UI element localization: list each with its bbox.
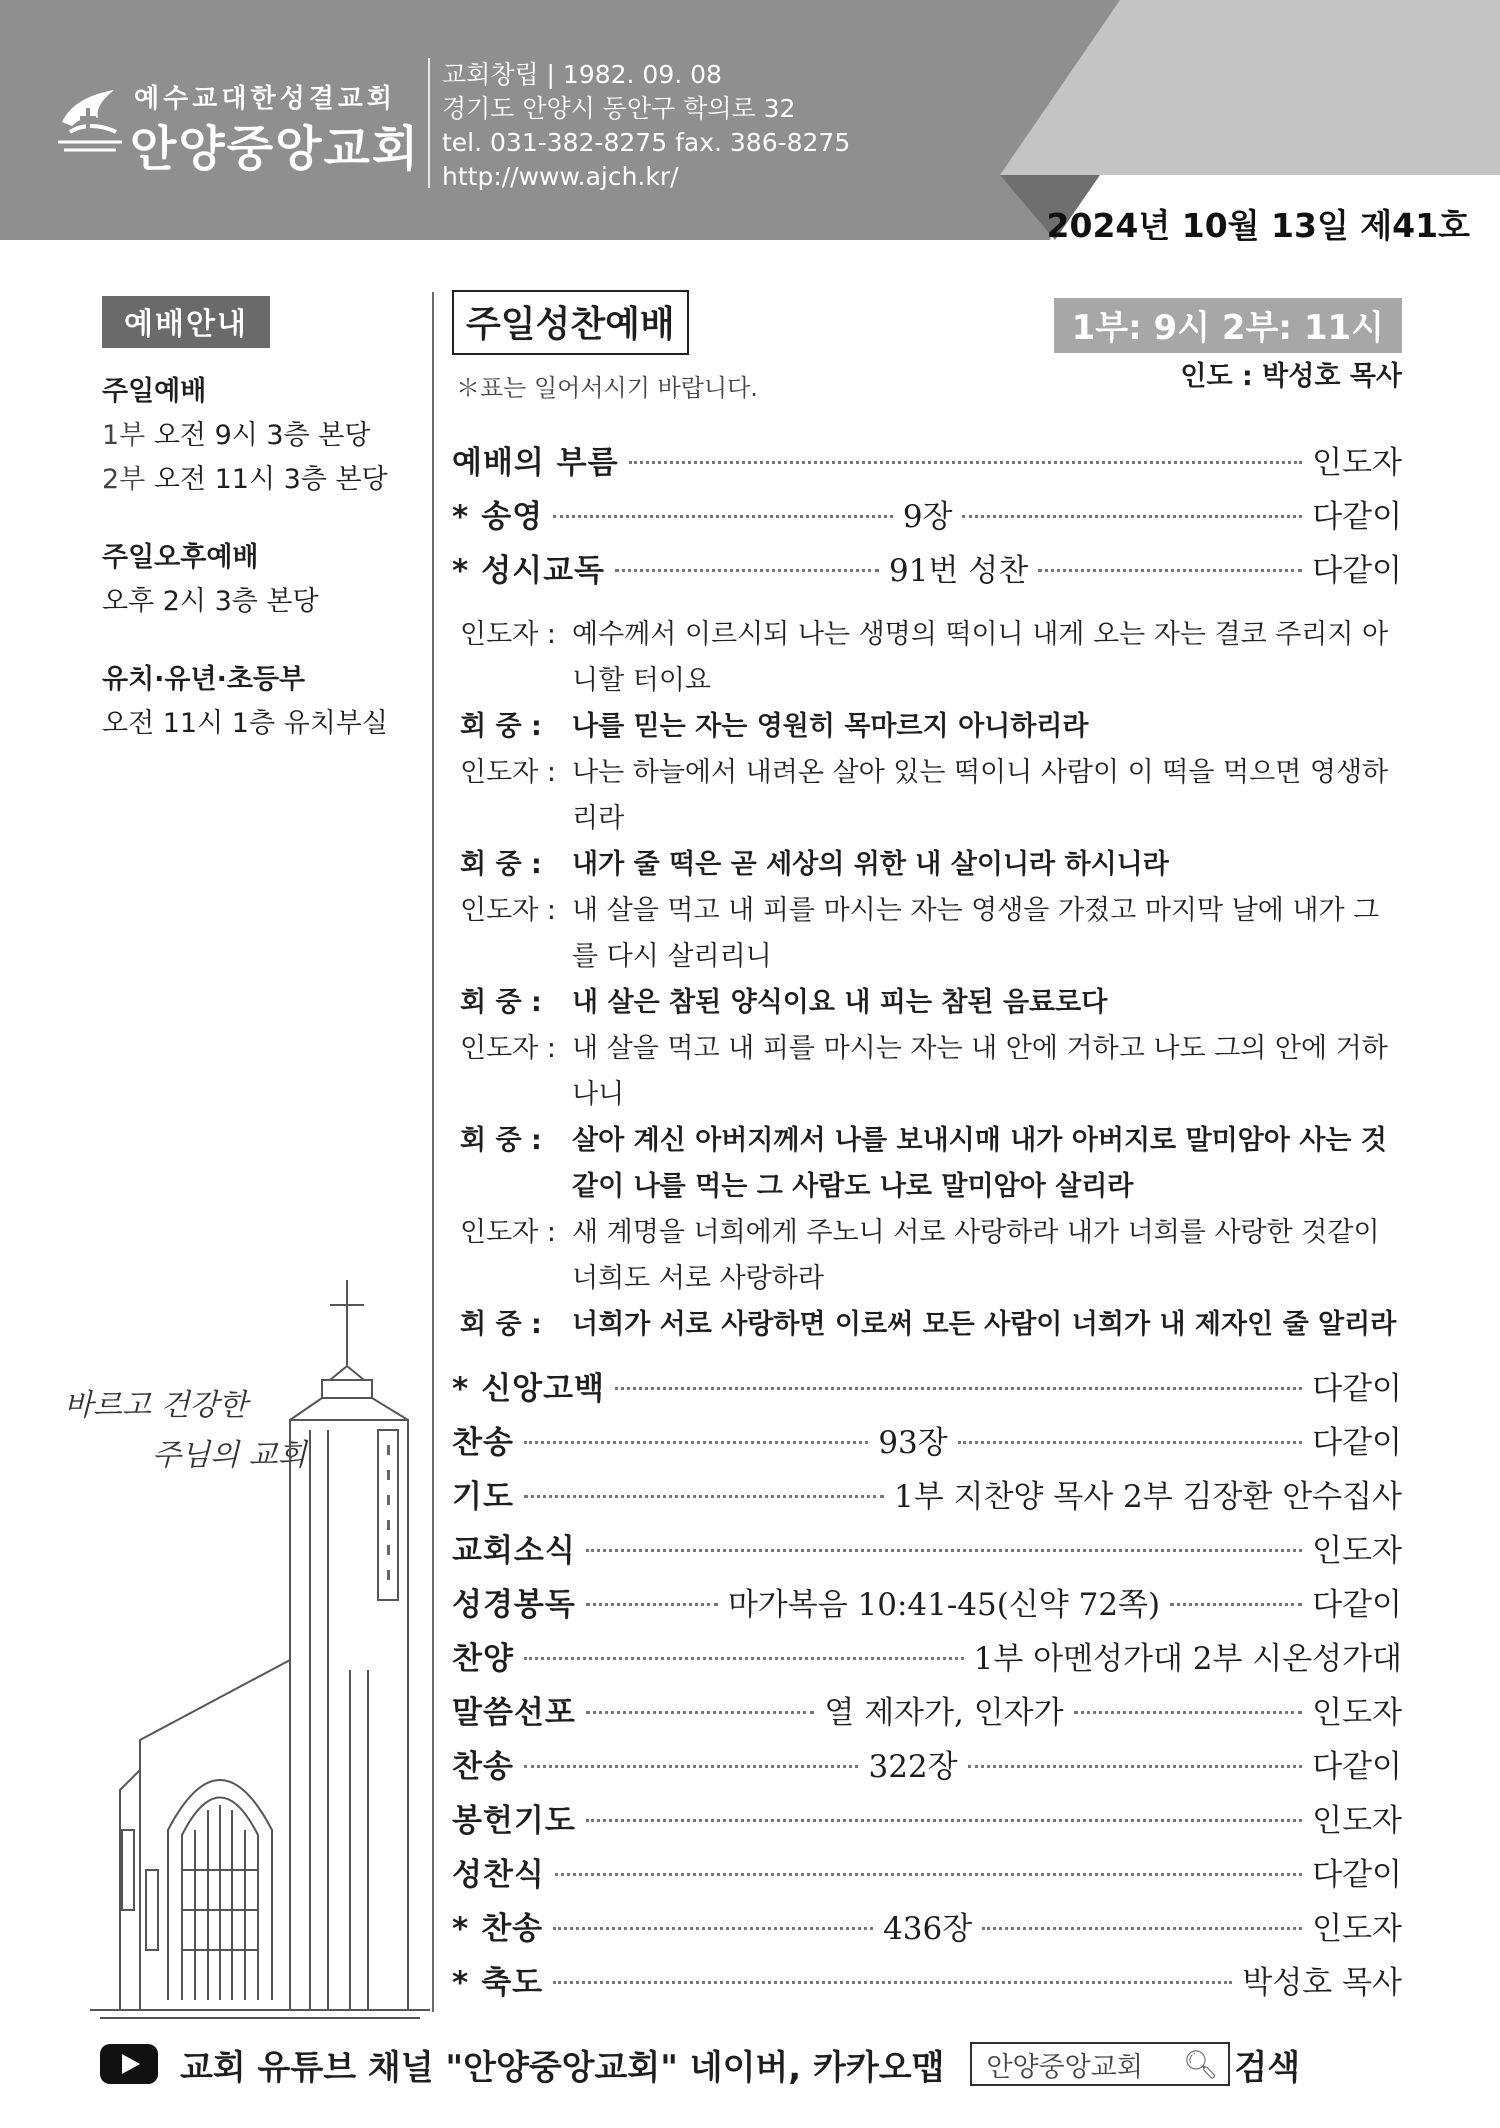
worship-guide <box>102 296 422 746</box>
order-performer: 인도자 <box>1312 444 1402 481</box>
group-heading: 유치·유년·초등부 <box>102 664 306 695</box>
reading-text: 나를 믿는 자는 영원히 목마르지 아니하리라 <box>572 711 1089 742</box>
order-performer: 박성호 목사 <box>1242 1964 1402 2001</box>
dot-leader <box>524 1495 884 1498</box>
dot-leader <box>524 1765 859 1768</box>
order-item <box>452 1358 1402 1412</box>
schedule-line: 1부 오전 9시 3층 본당 <box>102 420 371 451</box>
dot-leader <box>555 1873 1302 1876</box>
reading-text: 살아 계신 아버지께서 나를 보내시매 내가 아버지로 말미암아 사는 것같이 나를 먹는 그 사람도 나로 말미암아 살리라 <box>572 1125 1387 1202</box>
denomination-name: 예수교대한성결교회 <box>134 84 397 114</box>
order-performer: 다같이 <box>1312 1370 1402 1407</box>
search-box[interactable] <box>970 2042 1230 2086</box>
order-item <box>452 432 1402 486</box>
sunday-worship-info <box>102 370 422 502</box>
order-detail: 436장 <box>883 1910 973 1947</box>
order-item <box>452 1466 1402 1520</box>
order-detail: 마가복음 10:41-45(신약 72쪽) <box>727 1586 1161 1623</box>
speaker: 인도자 : <box>460 1033 556 1064</box>
order-item <box>452 1520 1402 1574</box>
order-label: 성찬식 <box>452 1856 545 1893</box>
schedule-line: 오후 2시 3층 본당 <box>102 586 319 617</box>
order-detail: 91번 성찬 <box>889 552 1029 589</box>
dot-leader <box>553 1981 1232 1984</box>
dot-leader <box>586 1819 1302 1822</box>
responsive-reading <box>460 612 1402 1348</box>
dot-leader <box>615 1387 1302 1390</box>
order-item <box>452 1574 1402 1628</box>
order-item <box>452 540 1402 594</box>
dove-logo-icon <box>52 82 126 160</box>
dot-leader <box>553 1927 873 1930</box>
order-item <box>452 486 1402 540</box>
channel-text: 교회 유튜브 채널 "안양중앙교회" 네이버, 카카오맵 <box>180 2047 945 2088</box>
service-times-badge: 1부: 9시 2부: 11시 <box>1054 298 1402 353</box>
order-detail: 93장 <box>878 1424 948 1461</box>
dot-leader <box>524 1657 964 1660</box>
standing-notice: ＊표는 일어서시기 바랍니다. <box>456 374 758 402</box>
order-item <box>452 1682 1402 1736</box>
order-list-bottom <box>452 1358 1402 2006</box>
order-performer: 다같이 <box>1312 498 1403 535</box>
children-worship-info <box>102 658 422 746</box>
order-item <box>452 1412 1402 1466</box>
order-label: * 성시교독 <box>452 552 606 589</box>
order-label: * 축도 <box>452 1964 544 2001</box>
issue-date: 2024년 10월 13일 제41호 <box>1046 206 1470 245</box>
order-performer: 인도자 <box>1312 1802 1402 1839</box>
order-label: 봉헌기도 <box>452 1802 576 1839</box>
dot-leader <box>629 461 1303 464</box>
standing-mark: * <box>452 552 470 589</box>
dot-leader <box>1170 1603 1302 1606</box>
header-divider <box>428 58 430 188</box>
leader-line <box>460 750 1402 842</box>
church-illustration <box>60 1270 440 2020</box>
speaker: 회 중 : <box>460 987 542 1018</box>
church-info <box>442 58 850 194</box>
church-name: 안양중앙교회 <box>130 121 421 177</box>
dot-leader <box>968 1765 1303 1768</box>
search-label: 검색 <box>1234 2047 1301 2088</box>
order-label: * 송영 <box>452 498 544 535</box>
order-label: 찬송 <box>452 1748 514 1785</box>
order-performer: 다같이 <box>1312 1586 1402 1623</box>
worship-guide-title: 예배안내 <box>102 296 270 348</box>
founded-date: 교회창립 | 1982. 09. 08 <box>442 60 722 89</box>
church-phone: tel. 031-382-8275 fax. 386-8275 <box>442 128 851 157</box>
standing-mark: * <box>452 1370 470 1407</box>
reading-text: 내가 줄 떡은 곧 세상의 위한 내 살이니라 하시니라 <box>572 849 1169 880</box>
speaker: 회 중 : <box>460 849 542 880</box>
footer-bar <box>100 2036 1400 2092</box>
speaker: 인도자 : <box>460 895 556 926</box>
dot-leader <box>962 515 1302 518</box>
order-detail: 9장 <box>902 498 953 535</box>
church-website[interactable]: http://www.ajch.kr/ <box>442 162 679 191</box>
reading-text: 너희가 서로 사랑하면 이로써 모든 사람이 너희가 내 제자인 줄 알리라 <box>572 1309 1397 1340</box>
order-item <box>452 1952 1402 2006</box>
dot-leader <box>982 1927 1302 1930</box>
dot-leader <box>1038 569 1302 572</box>
slogan-line-2: 주님의 교회 <box>152 1438 307 1473</box>
schedule-line: 2부 오전 11시 3층 본당 <box>102 464 388 495</box>
order-performer: 인도자 <box>1312 1532 1402 1569</box>
order-performer: 인도자 <box>1312 1910 1402 1947</box>
leader-line <box>460 1026 1402 1118</box>
reading-text: 새 계명을 너희에게 주노니 서로 사랑하라 내가 너희를 사랑한 것같이 너희도 서로 사랑하라 <box>572 1217 1380 1294</box>
order-item <box>452 1628 1402 1682</box>
speaker: 인도자 : <box>460 757 556 788</box>
standing-mark: * <box>452 498 470 535</box>
speaker: 인도자 : <box>460 619 556 650</box>
order-performer: 인도자 <box>1312 1694 1403 1731</box>
order-list-top <box>452 432 1402 594</box>
order-item <box>452 1898 1402 1952</box>
dot-leader <box>586 1549 1302 1552</box>
speaker: 회 중 : <box>460 1125 542 1156</box>
order-label: 성경봉독 <box>452 1586 576 1623</box>
speaker: 회 중 : <box>460 1309 542 1340</box>
slogan-line-1: 바르고 건강한 <box>64 1388 248 1423</box>
order-performer: 1부 지찬양 목사 2부 김장환 안수집사 <box>894 1478 1402 1515</box>
order-performer: 1부 아멘성가대 2부 시온성가대 <box>973 1640 1402 1677</box>
order-performer: 다같이 <box>1312 552 1402 589</box>
order-label: 교회소식 <box>452 1532 576 1569</box>
reading-text: 예수께서 이르시되 나는 생명의 떡이니 내게 오는 자는 결코 주리지 아니할 터이요 <box>572 619 1389 696</box>
order-label: 찬송 <box>452 1424 514 1461</box>
search-icon[interactable]: 🔍︎ <box>1182 2047 1219 2081</box>
reading-text: 내 살을 먹고 내 피를 마시는 자는 내 안에 거하고 나도 그의 안에 거하나니 <box>572 1033 1388 1110</box>
leader-line <box>460 612 1402 704</box>
order-label: 말씀선포 <box>452 1694 576 1731</box>
congregation-line <box>460 704 1402 750</box>
order-detail: 322장 <box>868 1748 958 1785</box>
speaker: 인도자 : <box>460 1217 556 1248</box>
dot-leader <box>958 1441 1302 1444</box>
order-label: * 신앙고백 <box>452 1370 606 1407</box>
search-term: 안양중앙교회 <box>986 2051 1143 2083</box>
reading-text: 나는 하늘에서 내려온 살아 있는 떡이니 사람이 이 떡을 먹으면 영생하리라 <box>572 757 1389 834</box>
speaker: 회 중 : <box>460 711 542 742</box>
order-performer: 다같이 <box>1312 1748 1402 1785</box>
bulletin-header <box>0 0 1500 245</box>
order-item <box>452 1844 1402 1898</box>
leader-line <box>460 888 1402 980</box>
service-title: 주일성찬예배 <box>452 290 689 355</box>
dot-leader <box>586 1711 815 1714</box>
church-building-icon <box>60 1270 440 2020</box>
order-label: 기도 <box>452 1478 514 1515</box>
group-heading: 주일오후예배 <box>102 542 259 573</box>
congregation-line <box>460 1118 1402 1210</box>
dot-leader <box>1074 1711 1303 1714</box>
standing-mark: * <box>452 1964 470 2001</box>
order-performer: 다같이 <box>1312 1856 1402 1893</box>
dot-leader <box>586 1603 718 1606</box>
group-heading: 주일예배 <box>102 376 207 407</box>
congregation-line <box>460 1302 1402 1348</box>
afternoon-worship-info <box>102 536 422 624</box>
dot-leader <box>553 515 893 518</box>
order-item <box>452 1736 1402 1790</box>
order-label: 예배의 부름 <box>452 444 619 481</box>
youtube-icon[interactable] <box>100 2044 158 2084</box>
congregation-line <box>460 842 1402 888</box>
congregation-line <box>460 980 1402 1026</box>
standing-mark: * <box>452 1910 470 1947</box>
reading-text: 내 살은 참된 양식이요 내 피는 참된 음료로다 <box>572 987 1108 1018</box>
dot-leader <box>615 569 879 572</box>
order-performer: 다같이 <box>1312 1424 1402 1461</box>
order-label: 찬양 <box>452 1640 514 1677</box>
reading-text: 내 살을 먹고 내 피를 마시는 자는 영생을 가졌고 마지막 날에 내가 그를 다시 살리리니 <box>572 895 1380 972</box>
church-logo <box>52 72 421 177</box>
order-detail: 열 제자가, 인자가 <box>824 1694 1064 1731</box>
dot-leader <box>524 1441 868 1444</box>
order-label: * 찬송 <box>452 1910 544 1947</box>
order-item <box>452 1790 1402 1844</box>
schedule-line: 오전 11시 1층 유치부실 <box>102 708 388 739</box>
service-leader: 인도 : 박성호 목사 <box>1180 361 1402 392</box>
church-address: 경기도 안양시 동안구 학의로 32 <box>442 94 796 123</box>
leader-line <box>460 1210 1402 1302</box>
